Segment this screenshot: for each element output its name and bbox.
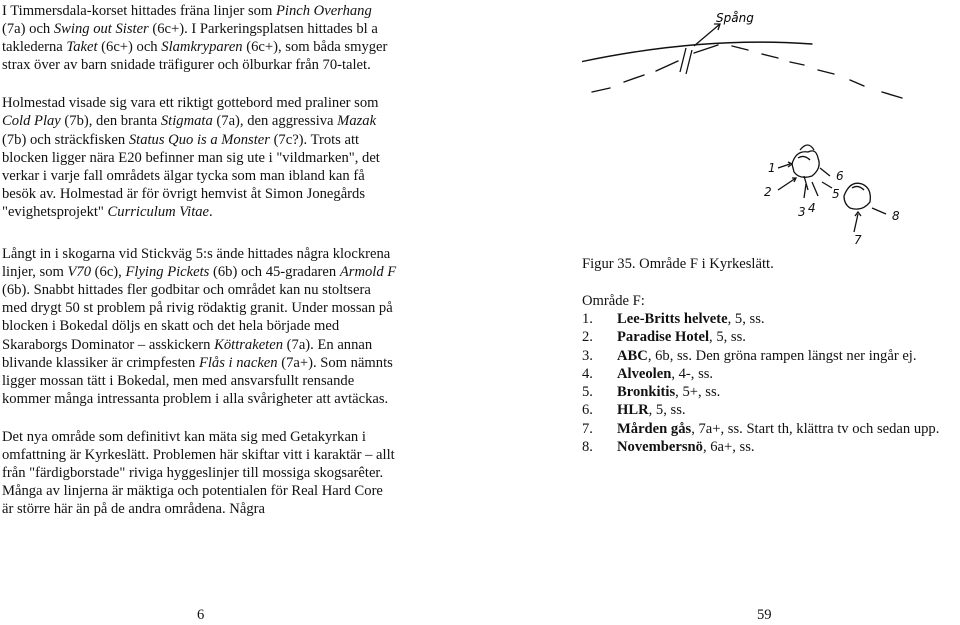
- text-run: (7b), den branta: [60, 113, 161, 130]
- route-item: [582, 438, 939, 456]
- route-name-italic: Flås i nacken: [198, 354, 278, 371]
- text-run: (6c+), som båda smyger strax över av barn snidade träfigurer och ölburkar från 70-talet.: [2, 39, 388, 74]
- path-dashes: [582, 42, 902, 98]
- route-name-italic: Curriculum Vitae: [107, 203, 210, 220]
- area-title: Område F:: [582, 293, 645, 309]
- text-run: (6c+). I Parkeringsplatsen hittades bl a taklederna: [2, 21, 378, 56]
- route-number: 2.: [582, 329, 593, 346]
- figure-caption: Figur 35. Område F i Kyrkeslätt.: [582, 256, 774, 272]
- route-details: , 6b, ss. Den gröna rampen längst ner ingår ej.: [647, 347, 917, 364]
- text-run: (7a+). Som nämnts ligger mossan tätt i Bokedal, men med ansvarsfullt rensande kommer många intressanta problem i alla svårigheter att avtäckas.: [2, 354, 393, 407]
- route-item: [582, 365, 939, 383]
- route-text: [617, 438, 755, 456]
- paragraph-stickvag: [2, 245, 397, 408]
- route-name-italic: Pinch Overhang: [275, 3, 372, 19]
- route-text: [617, 420, 939, 438]
- text-run: (6b). Snabbt hittades fler godbitar och området kan nu stoltsera med drygt 50 st problem på rivig rödaktig granit. Under mossan på blocken i Bokedal döljs en skatt och det hela började med Skaraborgs Dominator – asskickern: [2, 282, 393, 353]
- route-item: [582, 328, 939, 346]
- route-name-italic: Swing out Sister: [53, 21, 149, 38]
- route-item: [582, 420, 939, 438]
- svg-text:6: 6: [836, 169, 844, 183]
- left-column: [2, 2, 397, 518]
- route-text: [617, 365, 713, 383]
- route-number: 3.: [582, 347, 593, 364]
- route-text: [617, 328, 746, 346]
- route-name-italic: Flying Pickets: [125, 264, 210, 281]
- text-run: I Timmersdala-korset hittades fräna linjer som: [2, 3, 276, 19]
- text-run: (6b) och 45-gradaren: [209, 264, 340, 281]
- route-name-italic: Stigmata: [160, 113, 213, 130]
- text-run: (7c?). Trots att blocken ligger nära E20 befinner man sig ute i "vildmarken", det verkar i varje fall områdets älgar tycka som man ibland kan få besök av. Holmestad är för övrigt hemvist åt Simon Jonegårds "evighetsprojekt": [2, 131, 380, 220]
- route-name: Lee-Britts helvete: [617, 311, 728, 327]
- route-details: , 7a+, ss. Start th, klättra tv och sedan upp.: [691, 420, 940, 437]
- page-number-right: 59: [757, 607, 772, 623]
- paragraph-holmestad: [2, 94, 397, 221]
- route-name-italic: Status Quo is a Monster: [128, 131, 270, 148]
- route-name-italic: Slamkryparen: [161, 39, 243, 56]
- text-run: (7a), den aggressiva: [212, 113, 338, 130]
- route-details: , 4-, ss.: [671, 365, 714, 382]
- svg-text:7: 7: [854, 233, 862, 247]
- text-run: (6c),: [91, 264, 126, 281]
- route-name-italic: V70: [67, 264, 92, 281]
- route-item: [582, 383, 939, 401]
- svg-text:8: 8: [892, 209, 900, 223]
- route-item: [582, 401, 939, 419]
- route-details: , 6a+, ss.: [702, 439, 755, 456]
- area-sketch-map: [582, 0, 960, 250]
- page-number-left: 6: [197, 607, 205, 623]
- problem-numbers: [764, 161, 900, 247]
- route-name: Bronkitis: [617, 384, 676, 401]
- svg-text:2: 2: [764, 185, 772, 199]
- boulder-cluster: [778, 145, 832, 198]
- route-name: Alveolen: [617, 365, 672, 382]
- route-number: 6.: [582, 402, 593, 419]
- route-name-italic: Köttraketen: [214, 336, 284, 353]
- route-item: [582, 347, 939, 365]
- route-text: [617, 383, 720, 401]
- route-text: [617, 347, 917, 365]
- text-run: .: [209, 203, 213, 220]
- svg-text:4: 4: [808, 201, 816, 215]
- text-run: Långt in i skogarna vid Stickväg 5:s ände hittades några klockrena linjer, som: [2, 246, 391, 281]
- text-run: Det nya område som definitivt kan mäta sig med Getakyrkan i omfattning är Kyrkeslätt. Problemen här skiftar vitt i karaktär – allt från "färdigborstade" riviga hyggeslinjer till mossiga skogsarêter. Många av linjerna är mäktiga och potentialen för Real Hard Core är större här än på de andra områdena. Några: [2, 428, 395, 518]
- svg-text:5: 5: [832, 187, 840, 201]
- route-number: 8.: [582, 439, 593, 456]
- route-details: , 5, ss.: [727, 311, 765, 327]
- route-number: 1.: [582, 311, 593, 327]
- route-name: Novembersnö: [617, 439, 703, 456]
- route-name: HLR: [617, 402, 649, 419]
- text-run: (7a) och: [2, 21, 54, 38]
- route-item: [582, 310, 939, 328]
- route-details: , 5+, ss.: [675, 384, 721, 401]
- paragraph-kyrkeslatt: [2, 428, 397, 518]
- svg-text:3: 3: [798, 205, 806, 219]
- route-text: [617, 310, 765, 328]
- route-number: 5.: [582, 384, 593, 401]
- boulder-right: [844, 183, 886, 232]
- route-name: ABC: [617, 347, 648, 364]
- route-list: [582, 310, 939, 456]
- text-run: (7b) och sträckfisken: [2, 131, 129, 148]
- bridge-icon: [680, 24, 720, 74]
- paragraph-timmersdala: [2, 2, 397, 74]
- route-name-italic: Taket: [66, 39, 98, 56]
- route-name-italic: Cold Play: [2, 113, 61, 130]
- route-name: Paradise Hotel: [617, 329, 710, 346]
- text-run: (6c+) och: [97, 39, 162, 56]
- route-number: 4.: [582, 365, 593, 382]
- route-text: [617, 401, 686, 419]
- route-details: , 5, ss.: [709, 329, 746, 346]
- route-details: , 5, ss.: [648, 402, 686, 419]
- text-run: Holmestad visade sig vara ett riktigt gottebord med praliner som: [2, 95, 379, 112]
- route-name-italic: Armold F: [339, 264, 397, 281]
- route-number: 7.: [582, 420, 593, 437]
- route-name-italic: Mazak: [337, 113, 377, 130]
- spang-label: Spång: [716, 11, 754, 25]
- text-run: (7a). En annan blivande klassiker är crimpfesten: [2, 336, 373, 371]
- svg-text:1: 1: [768, 161, 776, 175]
- route-name: Mården gås: [617, 420, 692, 437]
